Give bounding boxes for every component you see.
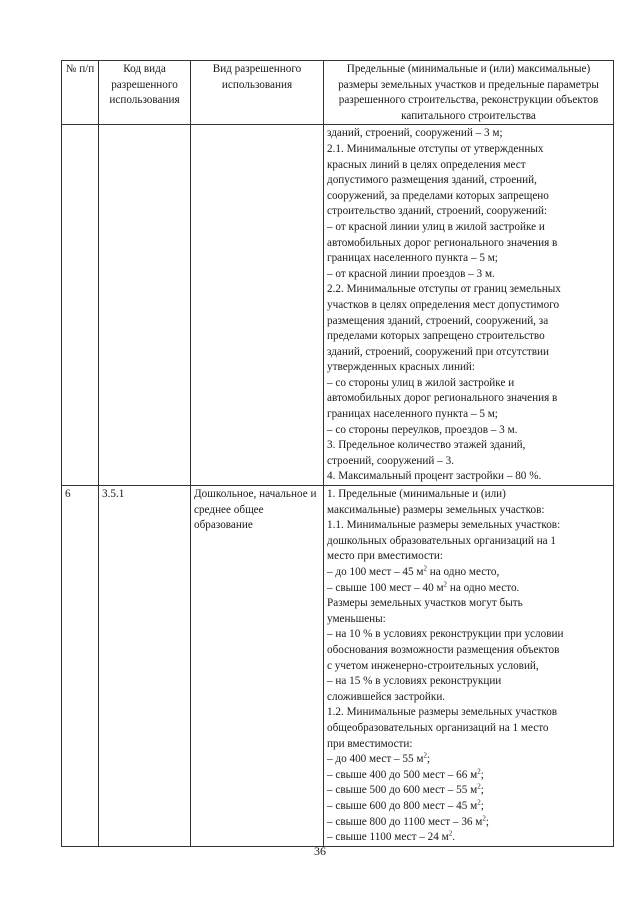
cell-use-code bbox=[99, 125, 191, 486]
line-text: – до 400 мест – 55 м bbox=[327, 753, 424, 766]
text-line: красных линий в целях определения мест bbox=[327, 158, 526, 171]
text-line: пределами которых запрещено строительство bbox=[327, 330, 545, 343]
text-line: 3. Предельное количество этажей зданий, bbox=[327, 439, 526, 452]
line-text: ; bbox=[485, 815, 489, 828]
line-text: ; bbox=[426, 753, 431, 766]
header-limits: Предельные (минимальные и (или) максимальные) размеры земельных участков и предельные параметры разрешенного строительства, реконструкции объектов капитального строительства bbox=[324, 61, 614, 125]
line-text: – свыше 800 до 1100 мест – 36 м bbox=[327, 815, 483, 828]
text-line: утвержденных красных линий: bbox=[327, 361, 476, 374]
header-use-code: Код вида разрешенного использования bbox=[99, 61, 191, 125]
line-text: ; bbox=[480, 799, 484, 812]
superscript: 2 bbox=[423, 751, 427, 760]
text-line: – от красной линии проездов – 3 м. bbox=[327, 267, 495, 280]
text-line: 4. Максимальный процент застройки – 80 %. bbox=[327, 470, 542, 483]
text-line: 1. Предельные (минимальные и (или) bbox=[327, 488, 506, 501]
superscript: 2 bbox=[477, 798, 481, 807]
line-text: – свыше 600 до 800 мест – 45 м bbox=[327, 799, 478, 812]
text-line: строительство зданий, строений, сооружений: bbox=[327, 205, 548, 218]
text-line: 2.1. Минимальные отступы от утвержденных bbox=[327, 142, 544, 155]
cell-use-code: 3.5.1 bbox=[99, 486, 191, 847]
text-line: Размеры земельных участков могут быть bbox=[327, 597, 523, 610]
regulations-table bbox=[61, 60, 614, 847]
line-text: на одно место, bbox=[426, 566, 500, 578]
text-line: участков в целях определения мест допустимого bbox=[327, 298, 560, 311]
text-line bbox=[327, 815, 610, 831]
text-line: автомобильных дорог регионального значения в bbox=[327, 392, 558, 405]
cell-number: 6 bbox=[62, 486, 99, 847]
text-line: дошкольных образовательных организаций на 1 bbox=[327, 534, 557, 547]
superscript: 2 bbox=[423, 564, 427, 573]
cell-use-kind bbox=[191, 125, 324, 486]
text-line: сооружений, за пределами которых запрещено bbox=[327, 189, 549, 202]
line-text: – до 100 мест – 45 м bbox=[327, 566, 424, 578]
text-line: максимальные) размеры земельных участков: bbox=[327, 503, 545, 516]
text-line: с учетом инженерно-строительных условий, bbox=[327, 659, 539, 672]
superscript: 2 bbox=[477, 766, 481, 775]
cell-use-kind: Дошкольное, начальное и среднее общее образование bbox=[191, 486, 324, 847]
line-text: – свыше 1100 мест – 24 м bbox=[327, 831, 449, 844]
text-line: сложившейся застройки. bbox=[327, 690, 446, 703]
text-line bbox=[327, 799, 610, 815]
text-line: строений, сооружений – 3. bbox=[327, 454, 454, 467]
table-row bbox=[62, 125, 614, 486]
table-header-row bbox=[62, 61, 614, 125]
text-line: общеобразовательных организаций на 1 место bbox=[327, 721, 549, 734]
header-number: № п/п bbox=[62, 61, 99, 125]
text-line: место при вместимости: bbox=[327, 550, 443, 563]
text-line: границах населенного пункта – 5 м; bbox=[327, 252, 498, 265]
superscript: 2 bbox=[443, 579, 448, 588]
header-use-kind: Вид разрешенного использования bbox=[191, 61, 324, 125]
text-line: – от красной линии улиц в жилой застройке и bbox=[327, 220, 545, 233]
line-text: на одно место. bbox=[447, 581, 520, 594]
cell-limits bbox=[324, 125, 614, 486]
text-line bbox=[327, 581, 610, 597]
text-line: уменьшены: bbox=[327, 612, 386, 625]
text-line: – на 15 % в условиях реконструкции bbox=[327, 675, 502, 688]
text-line: – на 10 % в условиях реконструкции при условии bbox=[327, 628, 564, 641]
cell-number bbox=[62, 125, 99, 486]
text-line: 1.1. Минимальные размеры земельных участков: bbox=[327, 519, 561, 532]
line-text: . bbox=[452, 831, 456, 844]
text-line: 2.2. Минимальные отступы от границ земельных bbox=[327, 283, 561, 296]
text-line: зданий, строений, сооружений при отсутствии bbox=[327, 345, 550, 358]
text-line: допустимого размещения зданий, строений, bbox=[327, 174, 537, 187]
cell-limits bbox=[324, 486, 614, 847]
table-row bbox=[62, 486, 614, 847]
page-number: 36 bbox=[314, 844, 326, 858]
superscript: 2 bbox=[448, 829, 453, 838]
text-line bbox=[327, 565, 610, 581]
text-line: автомобильных дорог регионального значения в bbox=[327, 236, 558, 249]
line-text: ; bbox=[480, 784, 484, 797]
line-text: – свыше 400 до 500 мест – 66 м bbox=[327, 768, 478, 781]
text-line: зданий, строений, сооружений – 3 м; bbox=[327, 127, 503, 140]
line-text: – свыше 500 до 600 мест – 55 м bbox=[327, 784, 478, 797]
text-line: обоснования возможности размещения объектов bbox=[327, 643, 560, 656]
line-text: ; bbox=[480, 768, 484, 781]
text-line bbox=[327, 783, 610, 799]
text-line: – со стороны улиц в жилой застройке и bbox=[327, 376, 515, 389]
text-line: границах населенного пункта – 5 м; bbox=[327, 408, 498, 421]
text-line bbox=[327, 768, 610, 784]
line-text: – свыше 100 мест – 40 м bbox=[327, 581, 444, 594]
text-line bbox=[327, 752, 610, 768]
superscript: 2 bbox=[482, 813, 486, 822]
text-line: 1.2. Минимальные размеры земельных участков bbox=[327, 706, 558, 719]
text-line: размещения зданий, строений, сооружений, за bbox=[327, 314, 549, 327]
text-line: – со стороны переулков, проездов – 3 м. bbox=[327, 423, 518, 436]
text-line: при вместимости: bbox=[327, 737, 413, 750]
superscript: 2 bbox=[477, 782, 481, 791]
